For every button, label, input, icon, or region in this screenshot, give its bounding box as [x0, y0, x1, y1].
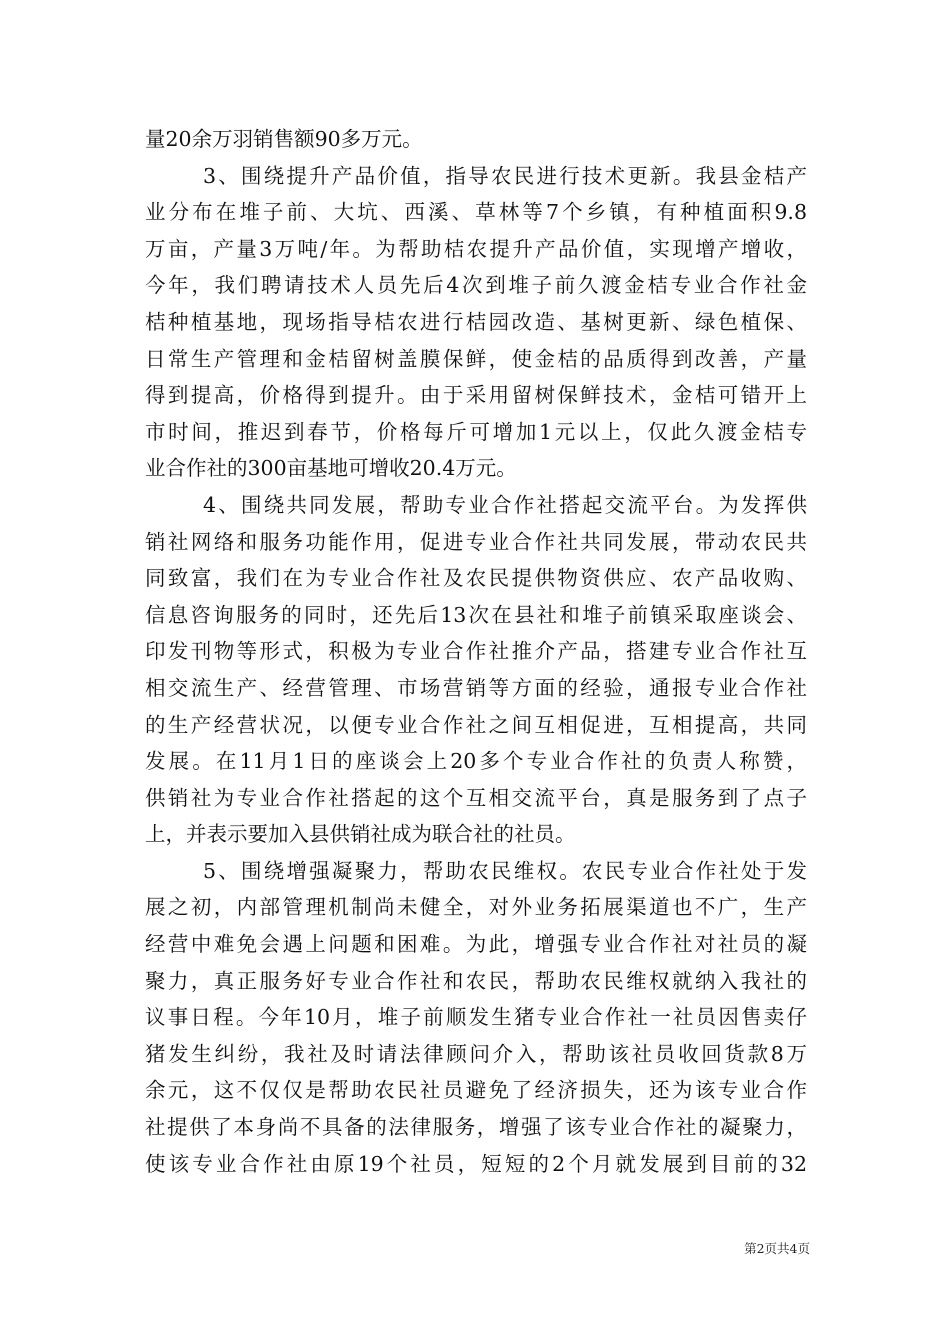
paragraph-5-start: 5、围绕增强凝聚力，帮助农民维权。农民专业合作社处于发 [203, 858, 807, 883]
text-line: 议事日程。今年10月，堆子前顺发生猪专业合作社一社员因售卖仔 [145, 1005, 807, 1030]
text-line: 上，并表示要加入县供销社成为联合社的社员。 [145, 822, 576, 847]
text-line: 展之初，内部管理机制尚未健全，对外业务拓展渠道也不广，生产 [145, 895, 807, 920]
text-line: 信息咨询服务的同时，还先后13次在县社和堆子前镇采取座谈会、 [145, 602, 807, 627]
text-line: 业合作社的300亩基地可增收20.4万元。 [145, 456, 517, 481]
text-line: 社提供了本身尚不具备的法律服务，增强了该专业合作社的凝聚力， [145, 1115, 807, 1140]
text-line: 猪发生纠纷，我社及时请法律顾问介入，帮助该社员收回货款8万 [145, 1041, 807, 1066]
text-line: 经营中难免会遇上问题和困难。为此，增强专业合作社对社员的凝 [145, 932, 807, 957]
paragraph-4-start: 4、围绕共同发展，帮助专业合作社搭起交流平台。为发挥供 [203, 492, 807, 517]
text-line: 聚力，真正服务好专业合作社和农民，帮助农民维权就纳入我社的 [145, 968, 807, 993]
text-line: 发展。在11月1日的座谈会上20多个专业合作社的负责人称赞， [145, 749, 807, 774]
document-body [145, 121, 807, 1182]
page-number: 第2页共4页 [744, 1241, 810, 1256]
text-line: 同致富，我们在为专业合作社及农民提供物资供应、农产品收购、 [145, 566, 807, 591]
text-line: 供销社为专业合作社搭起的这个互相交流平台，真是服务到了点子 [145, 785, 807, 810]
text-line: 日常生产管理和金桔留树盖膜保鲜，使金桔的品质得到改善，产量 [145, 346, 807, 371]
text-line: 量20余万羽销售额90多万元。 [145, 127, 423, 151]
text-line: 销社网络和服务功能作用，促进专业合作社共同发展，带动农民共 [145, 529, 807, 554]
text-line: 使该专业合作社由原19个社员，短短的2个月就发展到目前的32 [145, 1151, 807, 1176]
paragraph-3-start: 3、围绕提升产品价值，指导农民进行技术更新。我县金桔产 [203, 163, 807, 188]
text-line: 桔种植基地，现场指导桔农进行桔园改造、基树更新、绿色植保、 [145, 309, 807, 334]
text-line: 余元，这不仅仅是帮助农民社员避免了经济损失，还为该专业合作 [145, 1078, 807, 1103]
text-line: 今年，我们聘请技术人员先后4次到堆子前久渡金桔专业合作社金 [145, 273, 807, 298]
text-line: 业分布在堆子前、大坑、西溪、草林等7个乡镇，有种植面积9.8 [145, 200, 807, 225]
text-line: 的生产经营状况，以便专业合作社之间互相促进，互相提高，共同 [145, 712, 807, 737]
text-line: 万亩，产量3万吨/年。为帮助桔农提升产品价值，实现增产增收， [145, 236, 807, 261]
text-line: 印发刊物等形式，积极为专业合作社推介产品，搭建专业合作社互 [145, 639, 807, 664]
text-line: 得到提高，价格得到提升。由于采用留树保鲜技术，金桔可错开上 [145, 383, 807, 408]
text-line: 市时间，推迟到春节，价格每斤可增加1元以上，仅此久渡金桔专 [145, 419, 807, 444]
text-line: 相交流生产、经营管理、市场营销等方面的经验，通报专业合作社 [145, 675, 807, 700]
